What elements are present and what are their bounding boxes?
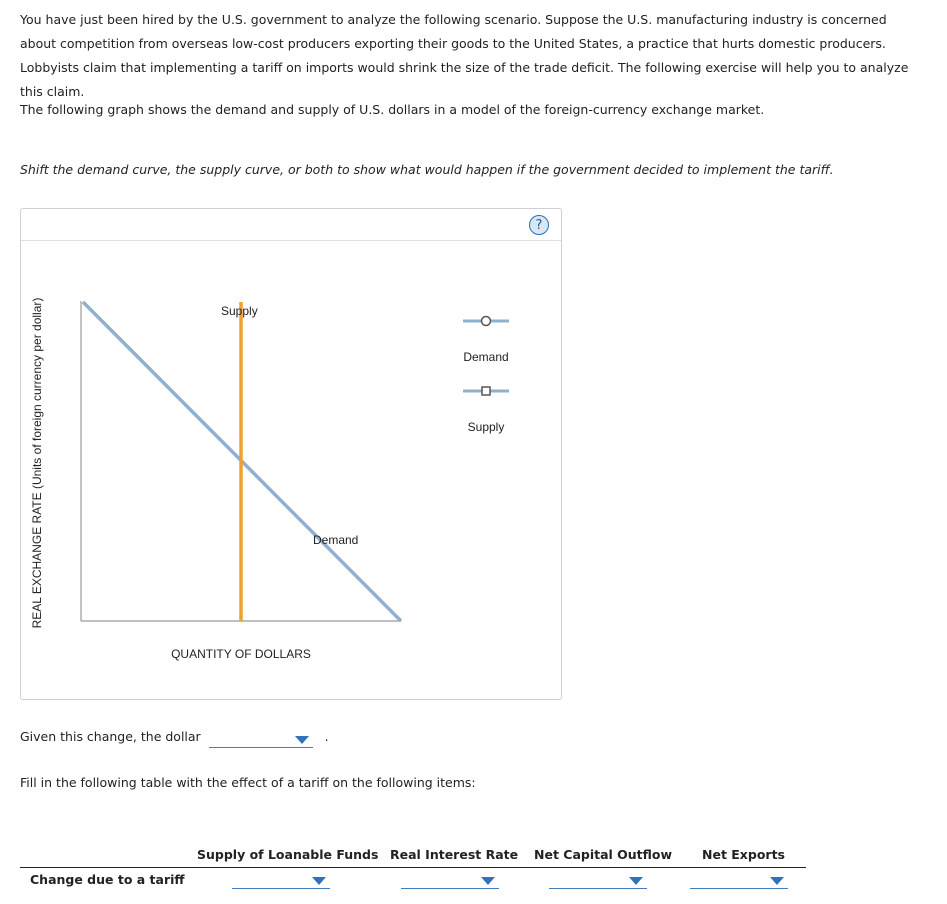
dropdown-arrow-icon [295, 736, 309, 744]
square-marker-icon [482, 387, 490, 395]
table-intro: Fill in the following table with the effect of a tariff on the following items: [20, 775, 476, 790]
dropdown-arrow-icon [312, 877, 326, 885]
real-interest-rate-dropdown[interactable] [401, 870, 499, 889]
exchange-market-graph [21, 209, 561, 699]
legend-supply-label: Supply [467, 420, 505, 434]
legend-supply-tool[interactable] [463, 387, 509, 395]
dropdown-arrow-icon [770, 877, 784, 885]
net-capital-outflow-dropdown[interactable] [549, 870, 647, 889]
intro-paragraph: You have just been hired by the U.S. government to analyze the following scenario. Suppose the U.S. manufacturing industry is concerned about competition from overseas low-cost producers exporting their goods to the United States, a practice that hurts domestic producers. Lobbyists claim that implementing a tariff on imports would shrink the size of the trade deficit. The following exercise will help you to analyze this claim. [20, 12, 909, 99]
legend-demand-label: Demand [463, 350, 509, 364]
demand-curve-label: Demand [313, 533, 359, 547]
header-real-interest-rate: Real Interest Rate [390, 847, 519, 862]
y-axis-label: REAL EXCHANGE RATE (Units of foreign currency per dollar) [30, 297, 44, 629]
instruction-text: Shift the demand curve, the supply curve, or both to show what would happen if the government decided to implement the tariff. [20, 162, 834, 177]
dollar-sentence-suffix: . [324, 729, 329, 744]
header-net-exports: Net Exports [702, 847, 785, 862]
net-exports-dropdown[interactable] [690, 870, 788, 889]
loanable-funds-dropdown[interactable] [232, 870, 330, 889]
supply-curve-label: Supply [221, 304, 258, 318]
dropdown-arrow-icon [629, 877, 643, 885]
dollar-change-dropdown[interactable] [209, 729, 313, 748]
dropdown-arrow-icon [481, 877, 495, 885]
x-axis-label: QUANTITY OF DOLLARS [171, 647, 311, 661]
dollar-sentence-prefix: Given this change, the dollar [20, 729, 201, 744]
table-divider [20, 867, 806, 868]
legend-demand-tool[interactable] [463, 317, 509, 326]
header-supply-loanable-funds: Supply of Loanable Funds [197, 847, 379, 862]
graph-description: The following graph shows the demand and supply of U.S. dollars in a model of the foreign-currency exchange market. [20, 102, 765, 117]
graph-panel [20, 208, 562, 700]
dollar-sentence [20, 726, 329, 748]
help-icon[interactable]: ? [529, 215, 549, 235]
header-net-capital-outflow: Net Capital Outflow [534, 847, 673, 862]
row-label-change-due-to-tariff: Change due to a tariff [30, 872, 185, 887]
circle-marker-icon [482, 317, 491, 326]
